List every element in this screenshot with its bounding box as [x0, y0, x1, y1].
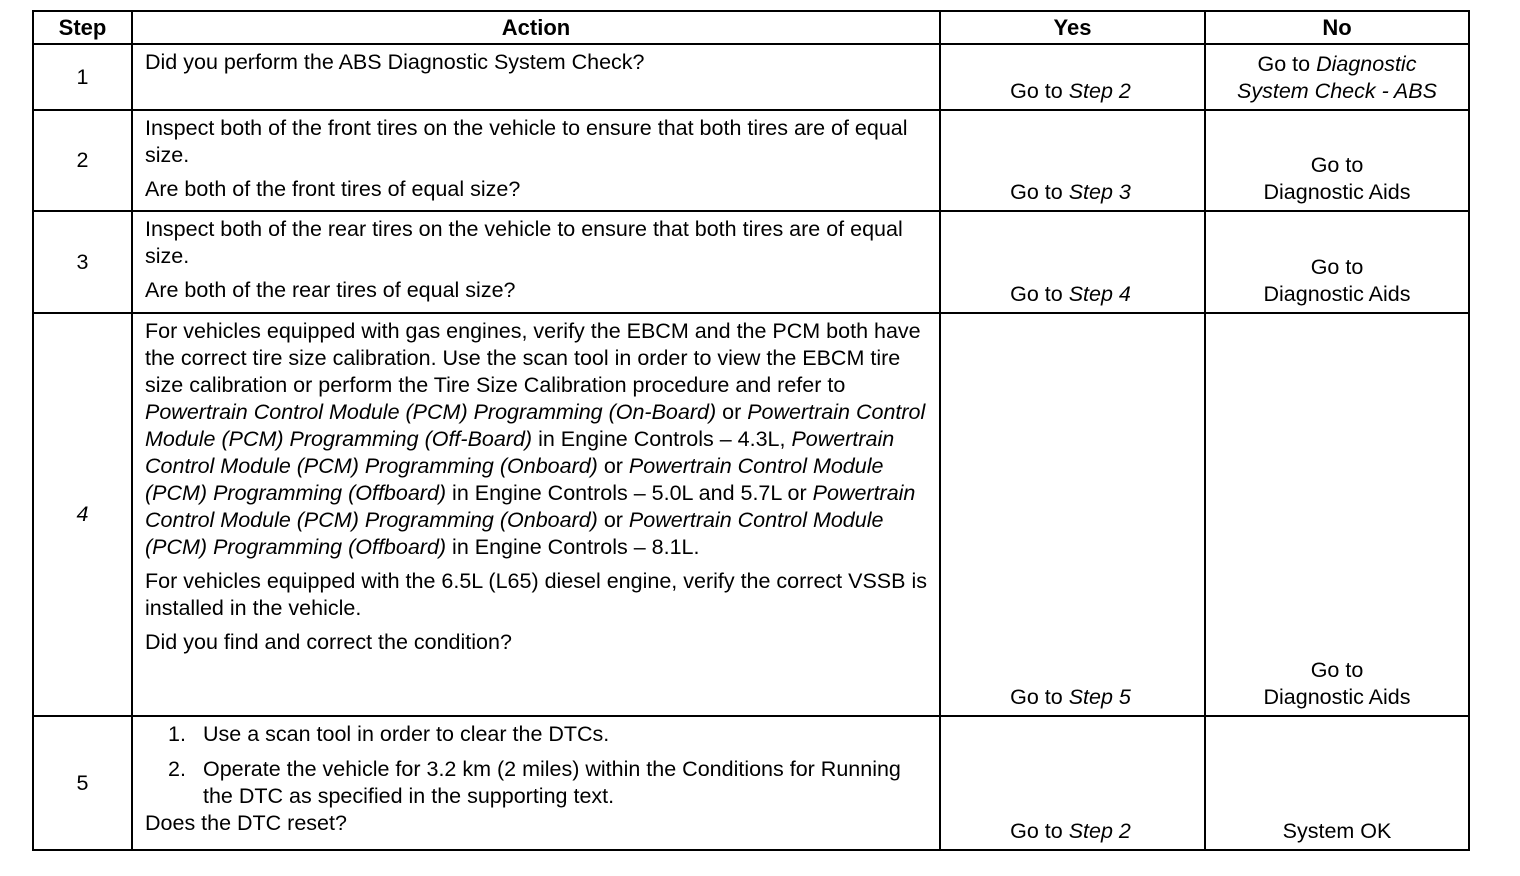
- action-question: Are both of the rear tires of equal size?: [145, 278, 516, 302]
- yes-cell: [940, 211, 1205, 313]
- action-text: in Engine Controls – 5.0L and 5.7L or: [446, 481, 813, 505]
- list-item: [145, 721, 927, 748]
- no-cell: [1205, 211, 1469, 313]
- action-text: in Engine Controls – 4.3L,: [532, 427, 792, 451]
- action-column-header: Action: [132, 11, 940, 44]
- reference-link[interactable]: Powertrain Control Module (PCM) Programming (Onboard): [145, 481, 916, 532]
- yes-step-link[interactable]: Step 5: [1068, 685, 1131, 709]
- step-number: 2: [33, 110, 132, 211]
- action-cell: [132, 44, 940, 110]
- no-column-header: No: [1205, 11, 1469, 44]
- action-cell: [132, 110, 940, 211]
- action-text: or: [597, 508, 629, 532]
- no-result: System OK: [1282, 819, 1392, 843]
- header-row: [33, 11, 1469, 44]
- step-number: 1: [33, 44, 132, 110]
- no-link[interactable]: Diagnostic: [1316, 52, 1417, 76]
- action-text: For vehicles equipped with gas engines, verify the EBCM and the PCM both have the correct tire size calibration. Use the scan tool in order to view the EBCM tire size calibration or perform the Tire Size Calibration procedure and refer to: [145, 319, 921, 397]
- no-prefix: Go to: [1310, 255, 1364, 279]
- yes-step-link[interactable]: Step 4: [1068, 282, 1131, 306]
- action-question: Are both of the front tires of equal size?: [145, 177, 521, 201]
- no-prefix: Go to: [1310, 658, 1364, 682]
- action-text: or: [597, 454, 629, 478]
- table-row: [33, 211, 1469, 313]
- yes-cell: [940, 44, 1205, 110]
- diagnostic-document: [32, 10, 1468, 851]
- no-link[interactable]: Diagnostic Aids: [1263, 282, 1411, 306]
- yes-cell: [940, 716, 1205, 850]
- action-text: in Engine Controls – 8.1L.: [446, 535, 700, 559]
- yes-prefix: Go to: [1010, 819, 1069, 843]
- action-question: Did you perform the ABS Diagnostic System Check?: [145, 50, 645, 74]
- list-item-text: Use a scan tool in order to clear the DTCs.: [203, 722, 610, 746]
- list-item-number: 2.: [168, 757, 186, 781]
- action-text: or: [716, 400, 748, 424]
- action-question: Did you find and correct the condition?: [145, 630, 512, 654]
- table-row: [33, 313, 1469, 716]
- action-question: Does the DTC reset?: [145, 811, 347, 835]
- step-number: 5: [33, 716, 132, 850]
- table-row: [33, 716, 1469, 850]
- yes-prefix: Go to: [1010, 180, 1069, 204]
- no-cell: [1205, 313, 1469, 716]
- action-list: [145, 721, 927, 810]
- yes-cell: [940, 313, 1205, 716]
- action-instruction: Inspect both of the rear tires on the vehicle to ensure that both tires are of equal size.: [145, 217, 903, 268]
- yes-prefix: Go to: [1010, 79, 1069, 103]
- step-column-header: Step: [33, 11, 132, 44]
- no-prefix: Go to: [1257, 52, 1317, 76]
- no-cell: [1205, 44, 1469, 110]
- reference-link[interactable]: Powertrain Control Module (PCM) Programming (Onboard): [145, 427, 895, 478]
- action-cell: [132, 716, 940, 850]
- action-cell: [132, 313, 940, 716]
- yes-step-link[interactable]: Step 3: [1068, 180, 1131, 204]
- yes-prefix: Go to: [1010, 282, 1069, 306]
- yes-column-header: Yes: [940, 11, 1205, 44]
- yes-step-link[interactable]: Step 2: [1068, 79, 1131, 103]
- yes-step-link[interactable]: Step 2: [1068, 819, 1131, 843]
- yes-prefix: Go to: [1010, 685, 1069, 709]
- step-number: 3: [33, 211, 132, 313]
- list-item: [145, 756, 927, 810]
- action-instruction: For vehicles equipped with the 6.5L (L65) diesel engine, verify the correct VSSB is installed in the vehicle.: [145, 569, 927, 620]
- no-link[interactable]: System Check - ABS: [1237, 79, 1437, 103]
- table-row: [33, 44, 1469, 110]
- reference-link[interactable]: Powertrain Control Module (PCM) Programming (On-Board): [145, 400, 717, 424]
- no-link[interactable]: Diagnostic Aids: [1263, 685, 1411, 709]
- reference-link[interactable]: Powertrain Control Module (PCM) Programming (Off-Board): [145, 400, 926, 451]
- no-link[interactable]: Diagnostic Aids: [1263, 180, 1411, 204]
- diagnostic-table: [32, 10, 1470, 851]
- action-cell: [132, 211, 940, 313]
- reference-link[interactable]: Powertrain Control Module (PCM) Programming (Offboard): [145, 508, 884, 559]
- yes-cell: [940, 110, 1205, 211]
- action-instruction: Inspect both of the front tires on the vehicle to ensure that both tires are of equal size.: [145, 116, 908, 167]
- list-item-text: Operate the vehicle for 3.2 km (2 miles) within the Conditions for Running the DTC as specified in the supporting text.: [203, 757, 901, 808]
- no-cell: [1205, 716, 1469, 850]
- no-prefix: Go to: [1310, 153, 1364, 177]
- table-row: [33, 110, 1469, 211]
- step-number: 4: [33, 313, 132, 716]
- list-item-number: 1.: [168, 722, 186, 746]
- no-cell: [1205, 110, 1469, 211]
- action-instruction: [145, 318, 927, 561]
- reference-link[interactable]: Powertrain Control Module (PCM) Programming (Offboard): [145, 454, 884, 505]
